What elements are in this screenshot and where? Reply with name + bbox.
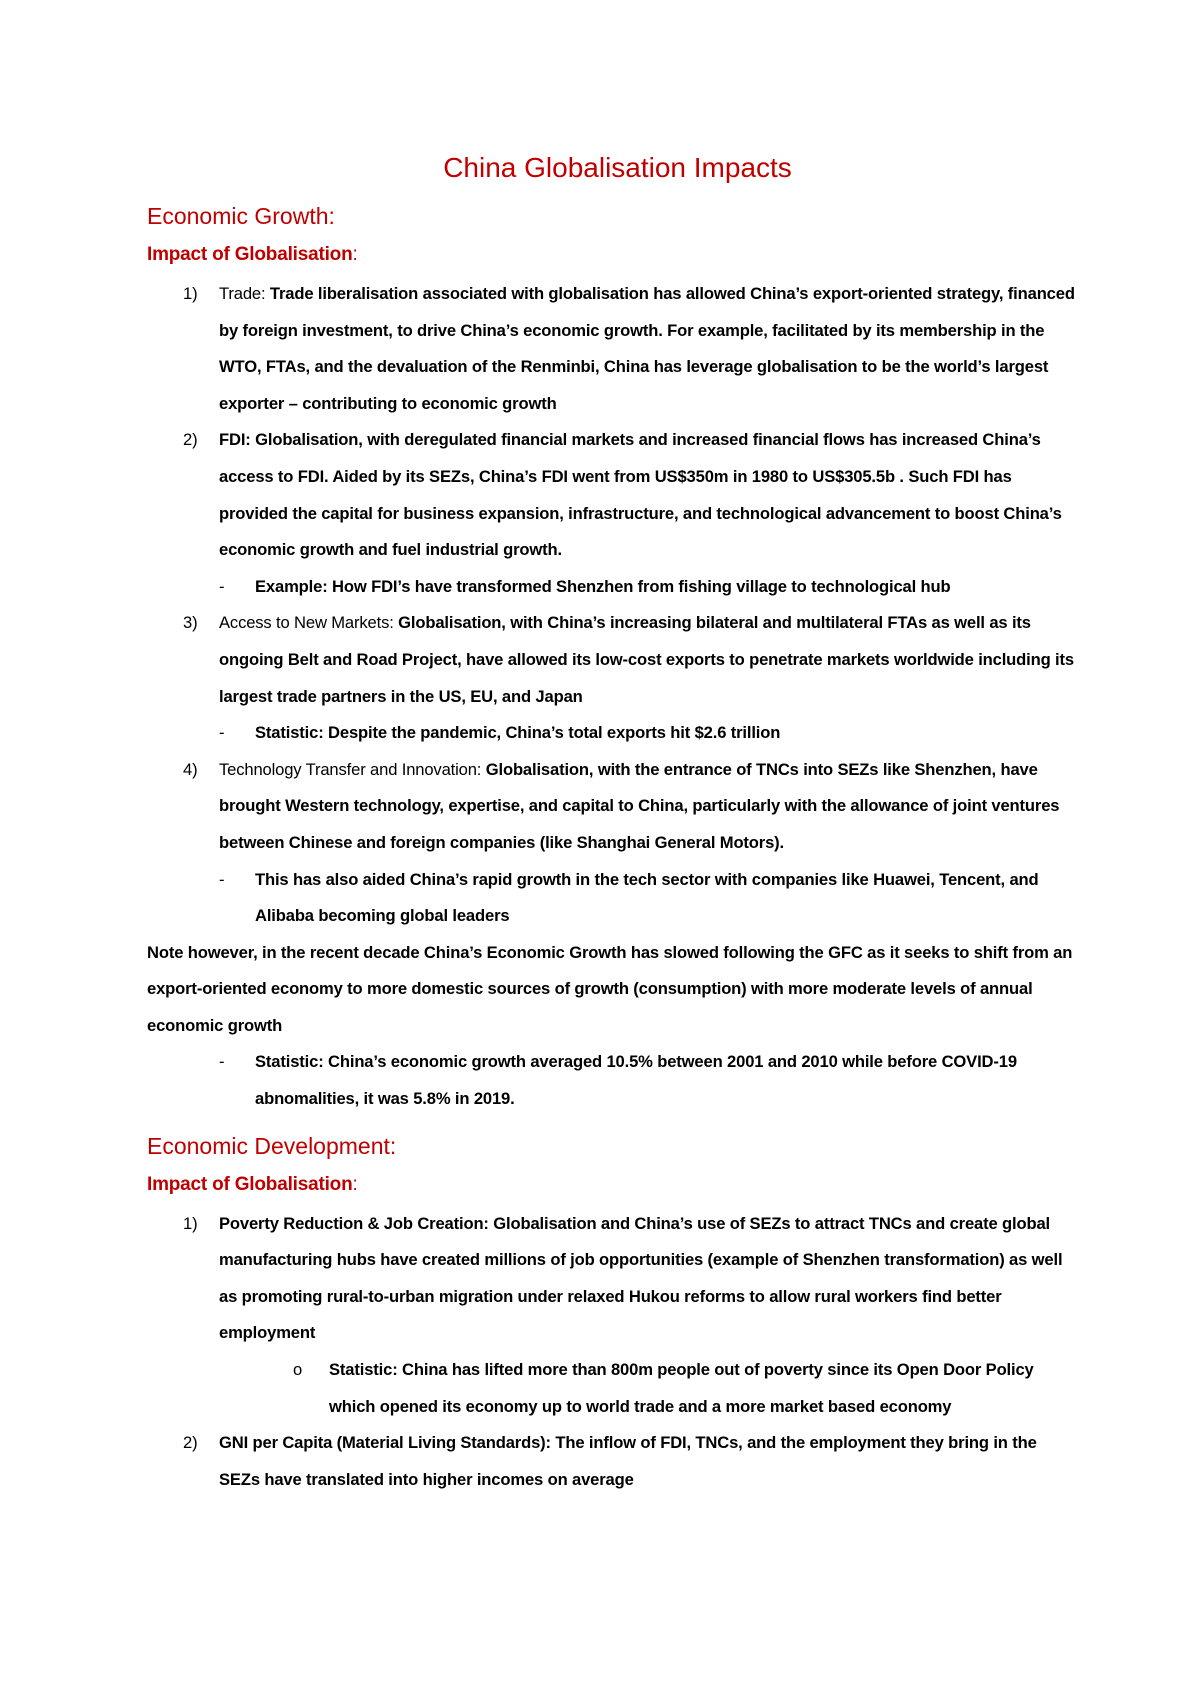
numbered-list <box>147 1425 1080 1498</box>
list-item-fdi <box>147 422 1080 568</box>
dash-marker: - <box>219 723 225 743</box>
dash-item <box>147 862 1080 935</box>
impact-heading-label: Impact of Globalisation <box>147 244 353 265</box>
item-label: Access to New Markets: <box>219 613 394 633</box>
dash-marker: - <box>219 1052 225 1072</box>
dash-text: Statistic: Despite the pandemic, China’s total exports hit $2.6 trillion <box>255 723 781 743</box>
numbered-list <box>147 605 1080 715</box>
dash-text: Example: How FDI’s have transformed Shenzhen from fishing village to technological hub <box>255 576 951 596</box>
item-text: Globalisation, with deregulated financial markets and increased financial flows has increased China’s access to FDI. Aided by its SEZs, China’s FDI went from US$350m in 1980 to US$305.5b . Such FDI has provided the capital for business expansion, infrastructure, and technological advancement to boost China’s economic growth and fuel industrial growth. <box>219 430 1062 560</box>
bullet-item <box>147 1352 1080 1425</box>
dash-text: This has also aided China’s rapid growth in the tech sector with companies like Huawei, Tencent, and Alibaba becoming global leaders <box>255 869 1039 926</box>
impact-heading-colon: : <box>352 1173 358 1195</box>
list-number: 1) <box>183 284 198 303</box>
item-text: Globalisation, with China’s increasing bilateral and multilateral FTAs as well as its ongoing Belt and Road Project, have allowed its low-cost exports to penetrate markets worldwide including its largest trade partners in the US, EU, and Japan <box>219 613 1074 706</box>
item-text: Globalisation, with the entrance of TNCs into SEZs like Shenzhen, have brought Western technology, expertise, and capital to China, particularly with the allowance of joint ventures between Chinese and foreign companies (like Shanghai General Motors). <box>219 759 1060 852</box>
item-label: FDI: <box>219 430 251 450</box>
note-paragraph: Note however, in the recent decade China’s Economic Growth has slowed following the GFC as it seeks to shift from an export-oriented economy to more domestic sources of growth (consumption) with more moderate levels of annual economic growth <box>147 942 1073 1035</box>
numbered-list <box>147 1206 1080 1352</box>
item-label: Poverty Reduction & Job Creation: <box>219 1213 489 1233</box>
item-text: Trade liberalisation associated with globalisation has allowed China’s export-oriented strategy, financed by foreign investment, to drive China’s economic growth. For example, facilitated by its membership in the WTO, FTAs, and the devaluation of the Renminbi, China has leverage globalisation to be the world’s largest exporter – contributing to economic growth <box>219 284 1075 413</box>
item-label: Trade: <box>219 284 266 303</box>
dash-marker: - <box>219 576 225 596</box>
item-label: GNI per Capita (Material Living Standards): <box>219 1433 551 1453</box>
list-item-trade <box>147 276 1080 422</box>
item-text: The inflow of FDI, TNCs, and the employment they bring in the SEZs have translated into higher incomes on average <box>219 1433 1037 1489</box>
section-economic-development <box>147 1128 1080 1499</box>
numbered-list <box>147 276 1080 569</box>
list-number: 3) <box>183 613 198 633</box>
list-item-gni-per-capita <box>147 1425 1080 1498</box>
impact-heading <box>147 240 1080 270</box>
bullet-text: Statistic: China has lifted more than 800m people out of poverty since its Open Door Policy which opened its economy up to world trade and a more market based economy <box>329 1360 1034 1416</box>
section-heading: Economic Development: <box>147 1132 397 1159</box>
item-text: Globalisation and China’s use of SEZs to attract TNCs and create global manufacturing hubs have created millions of job opportunities (example of Shenzhen transformation) as well as promoting rural-to-urban migration under relaxed Hukou reforms to allow rural workers find better employment <box>219 1213 1063 1343</box>
list-item-technology-transfer <box>147 752 1080 862</box>
bullet-marker: o <box>293 1360 303 1380</box>
item-label: Technology Transfer and Innovation: <box>219 759 482 779</box>
impact-heading-colon: : <box>352 244 358 265</box>
list-item-poverty-reduction <box>147 1206 1080 1352</box>
dash-marker: - <box>219 869 225 889</box>
impact-heading-label: Impact of Globalisation <box>147 1173 353 1195</box>
list-number: 4) <box>183 759 198 779</box>
impact-heading <box>147 1170 1080 1200</box>
dash-item <box>147 1044 1080 1117</box>
section-heading: Economic Growth: <box>147 203 335 229</box>
list-item-access-new-markets <box>147 605 1080 715</box>
list-number: 2) <box>183 1433 198 1453</box>
dash-item <box>147 569 1080 606</box>
numbered-list <box>147 752 1080 862</box>
list-number: 1) <box>183 1213 198 1233</box>
list-number: 2) <box>183 430 198 450</box>
dash-item <box>147 715 1080 752</box>
dash-text: Statistic: China’s economic growth averaged 10.5% between 2001 and 2010 while before COVID-19 abnomalities, it was 5.8% in 2019. <box>255 1052 1017 1109</box>
section-economic-growth <box>147 198 1080 1118</box>
document-title: China Globalisation Impacts <box>443 152 792 183</box>
